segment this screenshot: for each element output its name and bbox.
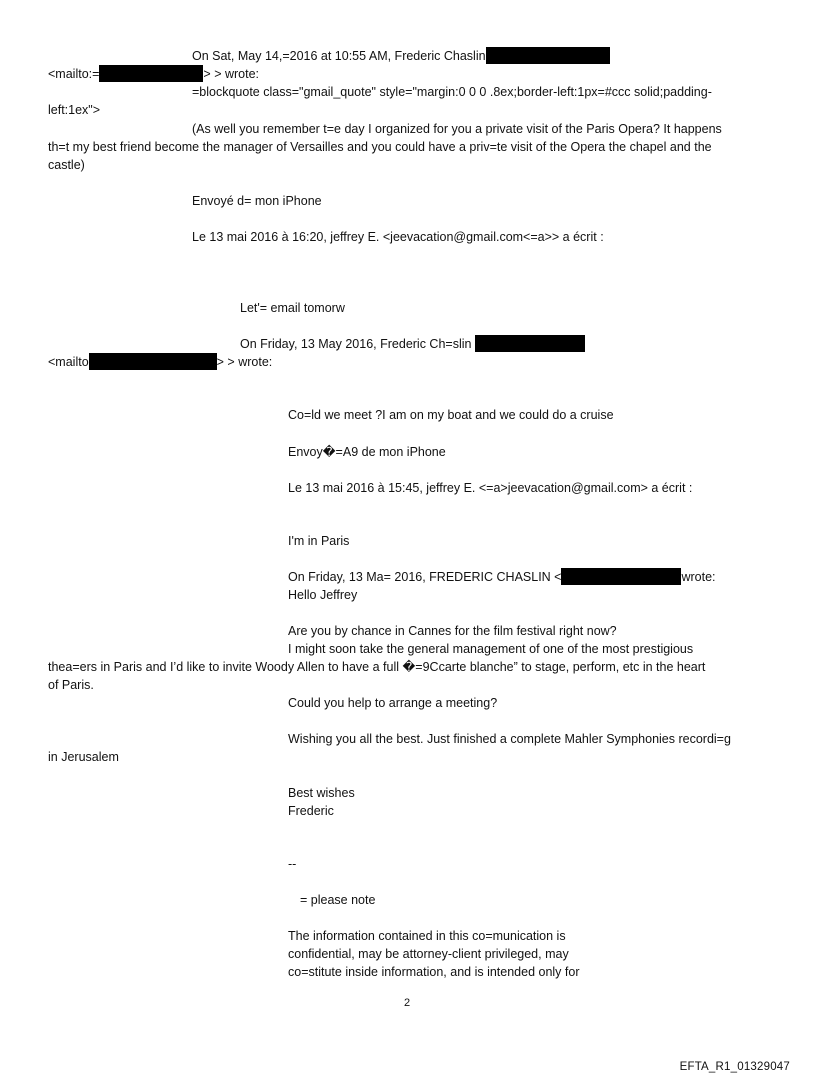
mailto-prefix: <mailto:= <box>48 67 100 81</box>
management-line: I might soon take the general management of one of the most prestigious <box>288 642 694 656</box>
signature-line: Frederic <box>288 804 334 818</box>
cannes-line: Are you by chance in Cannes for the film festival right now? <box>288 624 617 638</box>
quote1-header <box>192 47 610 65</box>
help-line: Could you help to arrange a meeting? <box>288 696 498 710</box>
meet-line: Co=ld we meet ?I am on my boat and we could do a cruise <box>288 408 614 422</box>
blockquote-code-line: left:1ex"> <box>48 103 101 117</box>
management-line: thea=ers in Paris and I’d like to invite Woody Allen to have a full �=9Ccarte blanche” to stage, perform, etc in the heart <box>48 660 706 674</box>
page-number: 2 <box>404 997 411 1009</box>
redaction-box <box>561 568 681 585</box>
blockquote-code-line: =blockquote class="gmail_quote" style="margin:0 0 0 .8ex;border-left:1px=#ccc solid;padding- <box>192 85 712 99</box>
quote2-mailto <box>48 353 272 371</box>
mailto-prefix: <mailto <box>48 355 89 369</box>
mailto-suffix: > > wrote: <box>203 67 260 81</box>
redaction-box <box>99 65 203 82</box>
quote2-header-text: On Friday, 13 May 2016, Frederic Ch=slin <box>240 337 472 351</box>
quote1-mailto <box>48 65 259 83</box>
paris-opera-line: th=t my best friend become the manager of Versailles and you could have a priv=te visit of the Opera the chapel and the <box>48 140 712 154</box>
mahler-line: Wishing you all the best. Just finished a complete Mahler Symphonies recordi=g <box>288 732 731 746</box>
management-line: of Paris. <box>48 678 94 692</box>
disclaimer-line: The information contained in this co=munication is <box>288 929 566 943</box>
disclaimer-line: confidential, may be attorney-client privileged, may <box>288 947 569 961</box>
paris-opera-line: (As well you remember t=e day I organized for you a private visit of the Paris Opera? It happens <box>192 122 722 136</box>
redaction-box <box>475 335 585 352</box>
bates-number: EFTA_R1_01329047 <box>679 1061 790 1073</box>
closing-line: Best wishes <box>288 786 355 800</box>
mahler-line: in Jerusalem <box>48 750 119 764</box>
greeting-line: Hello Jeffrey <box>288 588 358 602</box>
quote3-header-wrote: wrote: <box>681 570 716 584</box>
paris-opera-line: castle) <box>48 158 85 172</box>
attribution-line: Le 13 mai 2016 à 15:45, jeffrey E. <=a>jeevacation@gmail.com> a écrit : <box>288 481 693 495</box>
in-paris-line: I'm in Paris <box>288 534 350 548</box>
disclaimer-line: co=stitute inside information, and is intended only for <box>288 965 580 979</box>
note-line: = please note <box>300 893 376 907</box>
quote2-header <box>240 335 585 353</box>
redaction-box <box>89 353 217 370</box>
quote1-header-text: On Sat, May 14,=2016 at 10:55 AM, Frederic Chaslin <box>192 49 486 63</box>
sent-from-line: Envoyé d= mon iPhone <box>192 194 322 208</box>
quote3-header-text: On Friday, 13 Ma= 2016, FREDERIC CHASLIN < <box>288 570 562 584</box>
attribution-line: Le 13 mai 2016 à 16:20, jeffrey E. <jeevacation@gmail.com<=a>> a écrit : <box>192 230 604 244</box>
quote3-header <box>288 568 716 586</box>
mailto-suffix: > > wrote: <box>216 355 273 369</box>
sent-from-line: Envoy�=A9 de mon iPhone <box>288 445 446 459</box>
redaction-box <box>486 47 610 64</box>
reply-line: Let'= email tomorw <box>240 301 345 315</box>
signature-separator: -- <box>288 857 297 871</box>
